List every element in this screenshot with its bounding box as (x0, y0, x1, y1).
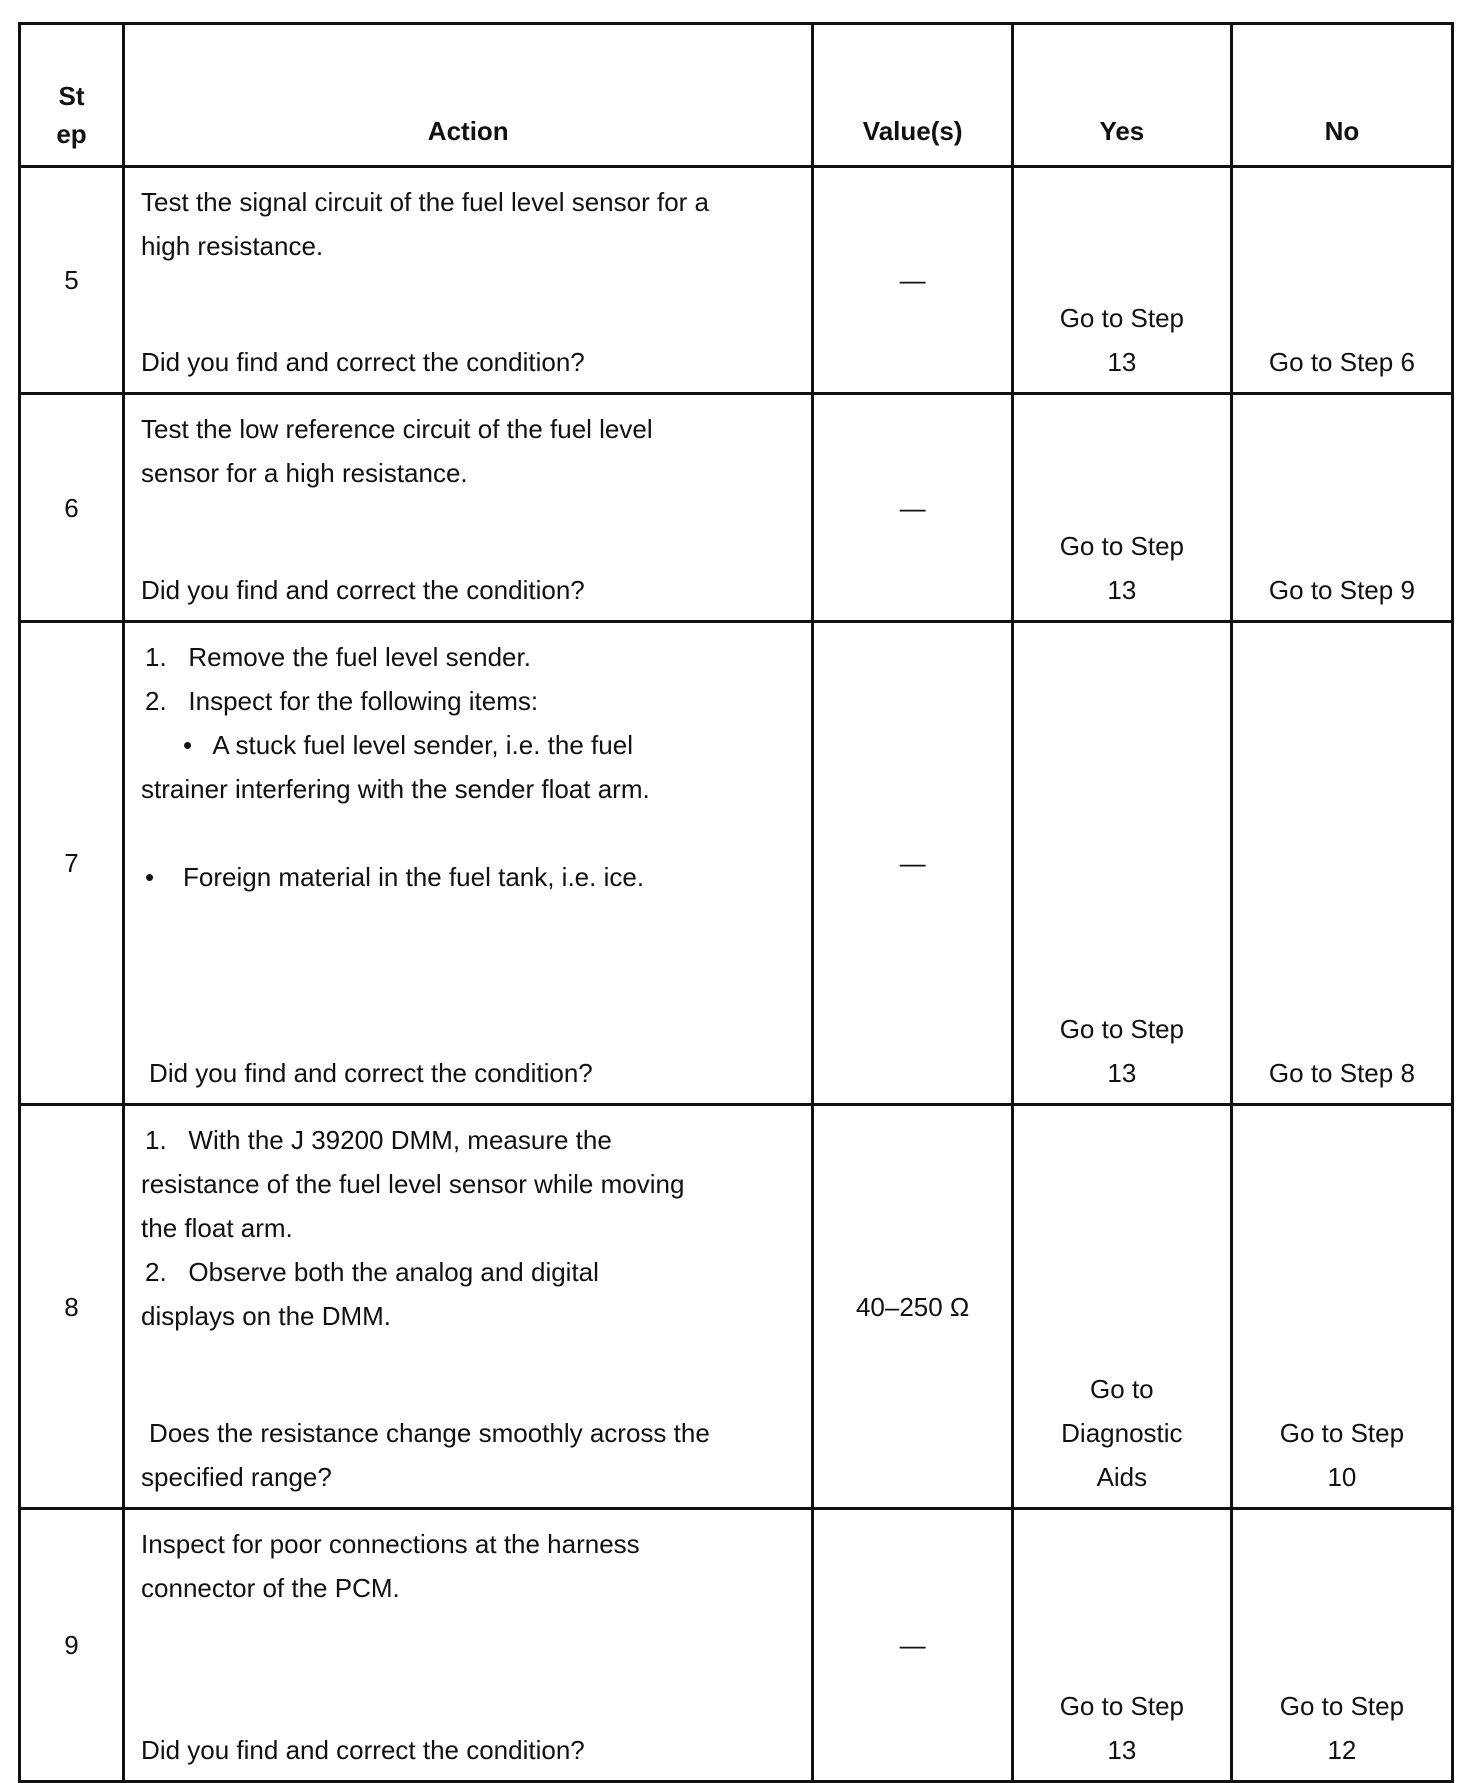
action-line: the float arm. (141, 1213, 293, 1243)
action-bullet: • A stuck fuel level sender, i.e. the fuel (183, 730, 633, 760)
no-cell: Go to Step 6 (1231, 167, 1452, 394)
action-question: Did you find and correct the condition? (141, 575, 585, 605)
table-row (20, 622, 1453, 1105)
step-number: 6 (20, 394, 124, 622)
action-cell (124, 394, 813, 622)
step-number: 5 (20, 167, 124, 394)
value-cell: — (813, 1509, 1012, 1782)
header-step: St ep (20, 24, 124, 167)
action-line: 1. With the J 39200 DMM, measure the (145, 1125, 612, 1155)
header-no: No (1231, 24, 1452, 167)
action-line: strainer interfering with the sender float arm. (141, 774, 650, 804)
diagnostic-table (18, 22, 1454, 1783)
action-cell (124, 1105, 813, 1509)
yes-cell: Go to Step 13 (1012, 622, 1231, 1105)
value-cell: — (813, 167, 1012, 394)
action-cell (124, 622, 813, 1105)
table-row (20, 1509, 1453, 1782)
action-line: displays on the DMM. (141, 1301, 392, 1331)
action-question: Did you find and correct the condition? (141, 1735, 585, 1765)
no-cell: Go to Step 12 (1231, 1509, 1452, 1782)
action-cell (124, 167, 813, 394)
action-line: Inspect for poor connections at the harness (141, 1529, 640, 1559)
action-line: high resistance. (141, 231, 324, 261)
header-row (20, 24, 1453, 167)
yes-cell: Go to Step 13 (1012, 1509, 1231, 1782)
header-action: Action (124, 24, 813, 167)
action-question: Does the resistance change smoothly across the (149, 1418, 710, 1448)
yes-cell: Go to Step 13 (1012, 167, 1231, 394)
table-row (20, 167, 1453, 394)
value-cell: — (813, 394, 1012, 622)
action-question: specified range? (141, 1462, 332, 1492)
action-cell (124, 1509, 813, 1782)
no-cell: Go to Step 9 (1231, 394, 1452, 622)
no-cell: Go to Step 10 (1231, 1105, 1452, 1509)
table-row (20, 1105, 1453, 1509)
action-line: Test the low reference circuit of the fuel level (141, 414, 653, 444)
action-line: sensor for a high resistance. (141, 458, 468, 488)
value-cell: — (813, 622, 1012, 1105)
header-yes: Yes (1012, 24, 1231, 167)
action-line: resistance of the fuel level sensor while moving (141, 1169, 685, 1199)
no-cell: Go to Step 8 (1231, 622, 1452, 1105)
value-cell: 40–250 Ω (813, 1105, 1012, 1509)
action-line: Test the signal circuit of the fuel level sensor for a (141, 187, 709, 217)
action-bullet: • Foreign material in the fuel tank, i.e. ice. (145, 862, 645, 892)
yes-cell: Go to Step 13 (1012, 394, 1231, 622)
header-values: Value(s) (813, 24, 1012, 167)
action-line: 1. Remove the fuel level sender. (145, 642, 531, 672)
yes-cell: Go to Diagnostic Aids (1012, 1105, 1231, 1509)
step-number: 7 (20, 622, 124, 1105)
action-line: 2. Inspect for the following items: (145, 686, 539, 716)
action-question: Did you find and correct the condition? (141, 347, 585, 377)
action-line: 2. Observe both the analog and digital (145, 1257, 599, 1287)
step-number: 9 (20, 1509, 124, 1782)
action-question: Did you find and correct the condition? (149, 1058, 593, 1088)
step-number: 8 (20, 1105, 124, 1509)
table-row (20, 394, 1453, 622)
action-line: connector of the PCM. (141, 1573, 400, 1603)
